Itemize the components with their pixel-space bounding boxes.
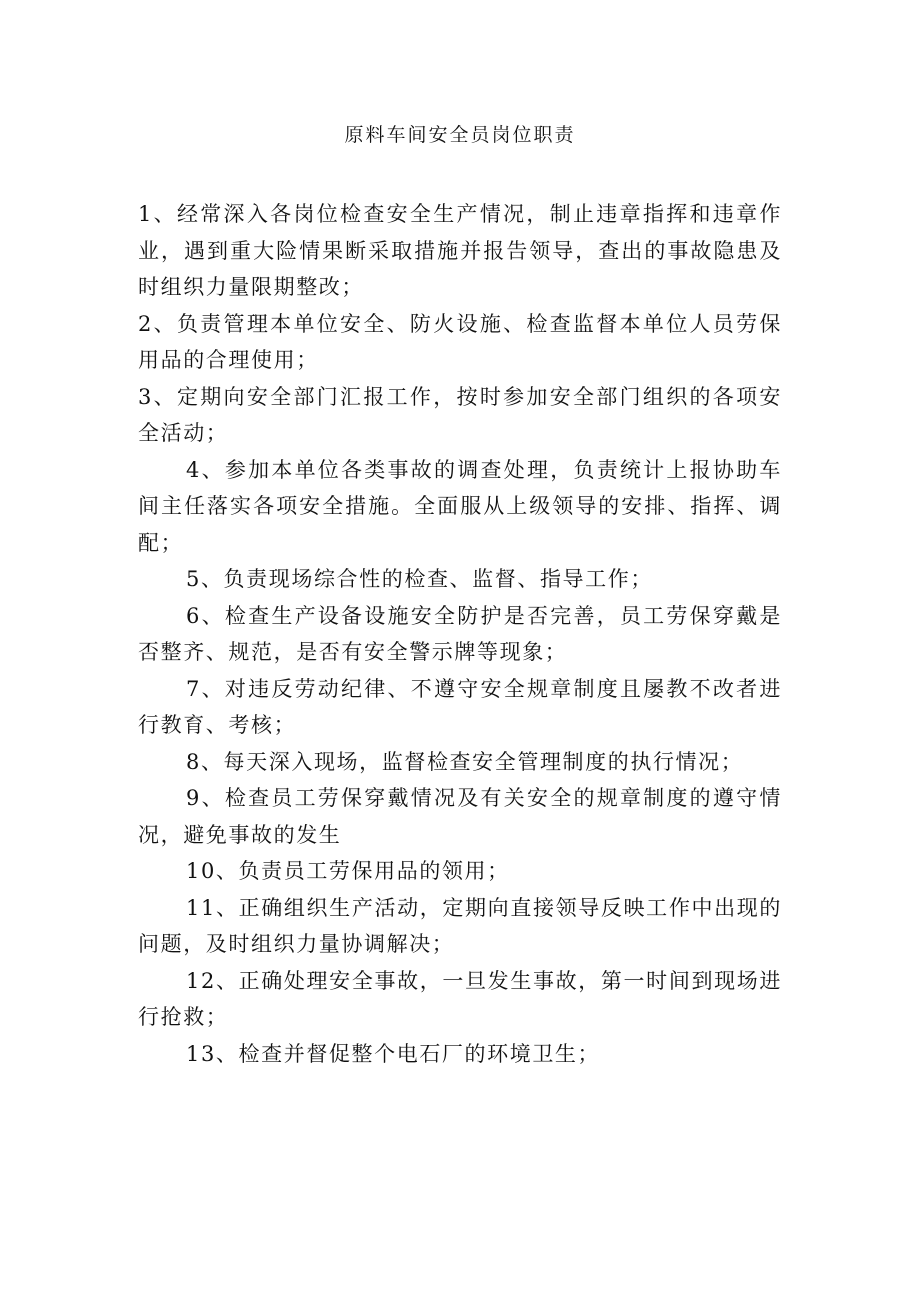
duty-item-5: 5、负责现场综合性的检查、监督、指导工作； xyxy=(186,567,653,591)
duty-item-13: 13、检查并督促整个电石厂的环境卫生； xyxy=(186,1041,601,1066)
duty-item-6: 6、检查生产设备设施安全防护是否完善，员工劳保穿戴是否整齐、规范，是否有安全警示牌等现象； xyxy=(138,603,782,664)
duty-item-1: 1、经常深入各岗位检查安全生产情况，制止违章指挥和违章作业，遇到重大险情果断采取措施并报告领导，查出的事故隐患及时组织力量限期整改； xyxy=(138,202,782,299)
duty-item-12: 12、正确处理安全事故，一旦发生事故，第一时间到现场进行抢救； xyxy=(138,968,782,1029)
duty-item-10: 10、负责员工劳保用品的领用； xyxy=(186,859,510,883)
document-body xyxy=(138,196,782,1072)
duty-item-11: 11、正确组织生产活动，定期向直接领导反映工作中出现的问题，及时组织力量协调解决； xyxy=(138,895,782,956)
duty-item-2: 2、负责管理本单位安全、防火设施、检查监督本单位人员劳保用品的合理使用； xyxy=(138,311,782,372)
duty-item-3: 3、定期向安全部门汇报工作，按时参加安全部门组织的各项安全活动； xyxy=(138,384,782,445)
duty-item-7: 7、对违反劳动纪律、不遵守安全规章制度且屡教不改者进行教育、考核； xyxy=(138,676,782,737)
duty-item-4: 4、参加本单位各类事故的调查处理，负责统计上报协助车间主任落实各项安全措施。全面服从上级领导的安排、指挥、调配； xyxy=(138,457,782,555)
duty-item-8: 8、每天深入现场，监督检查安全管理制度的执行情况； xyxy=(186,749,744,774)
duty-item-9: 9、检查员工劳保穿戴情况及有关安全的规章制度的遵守情况，避免事故的发生 xyxy=(138,786,782,847)
document-title: 原料车间安全员岗位职责 xyxy=(344,124,576,146)
